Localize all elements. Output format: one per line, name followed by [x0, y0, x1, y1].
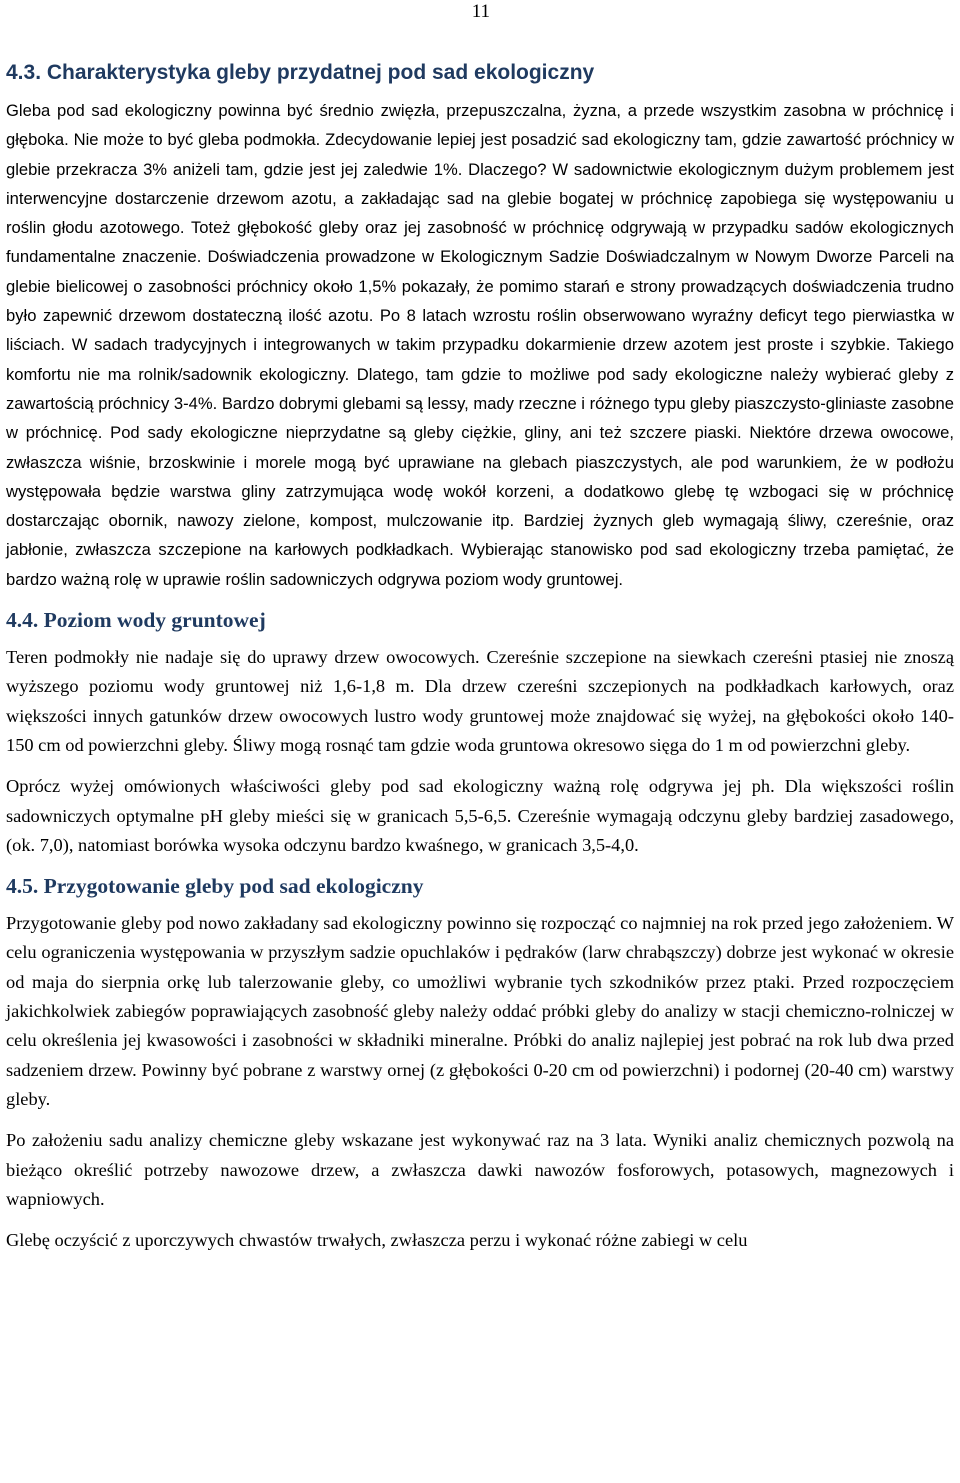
section-paragraph: Teren podmokły nie nadaje się do uprawy drzew owocowych. Czereśnie szczepione na siewkach czereśni ptasiej nie znoszą wyższego poziomu wody gruntowej niż 1,6-1,8 m. Dla drzew czereśni szczepionych na podkładkach karłowych, oraz większości innych gatunków drzew owocowych lustro wody gruntowej może znajdować się wyżej, na głębokości około 140-150 cm od powierzchni gleby. Śliwy mogą rosnąć tam gdzie woda gruntowa okresowo sięga do 1 m od powierzchni gleby. [6, 647, 954, 755]
section-paragraph: Gleba pod sad ekologiczny powinna być średnio zwięzła, przepuszczalna, żyzna, a przede wszystkim zasobna w próchnicę i głęboka. Nie może to być gleba podmokła. Zdecydowanie lepiej jest posadzić sad ekologiczny tam, gdzie zawartość próchnicy w glebie przekracza 3% aniżeli tam, gdzie jest jej zaledwie 1%. Dlaczego? W sadownictwie ekologicznym dużym problemem jest interwencyjne dostarczenie drzewom azotu, a zakładając sad na glebie bogatej w próchnicę zapobiega się występowaniu u roślin głodu azotowego. Toteż głębokość gleby oraz jej zasobność w próchnicę odgrywają w przypadku sadów ekologicznych fundamentalne znaczenie. Doświadczenia prowadzone w Ekologicznym Sadzie Doświadczalnym w Nowym Dworze Parceli na glebie bielicowej o zasobności próchnicy około 1,5% pokazały, że pomimo starań e strony prowadzących doświadczenia trudno było zapewnić drzewom dostateczną ilość azotu. Po 8 latach wzrostu roślin obserwowano wyraźny deficyt tego pierwiastka w liściach. W sadach tradycyjnych i integrowanych w takim przypadku dokarmienie drzew azotem jest proste i szybkie. Takiego komfortu nie ma rolnik/sadownik ekologiczny. Dlatego, tam gdzie to możliwe pod sady ekologiczne należy wybierać gleby z zawartością próchnicy 3-4%. Bardzo dobrymi glebami są lessy, mady rzeczne i różnego typu gleby piaszczysto-gliniaste zasobne w próchnicę. Pod sady ekologiczne nieprzydatne są gleby ciężkie, gliny, ani też szczere piaski. Niektóre drzewa owocowe, zwłaszcza wiśnie, brzoskwinie i morele mogą być uprawiane na glebach piaszczystych, ale pod warunkiem, że w podłożu występowała będzie warstwa gliny zatrzymująca wodę wokół korzeni, a dodatkowo glebę tę wzbogaci się w próchnicę dostarczając obornik, nawozy zielone, kompost, mulczowanie itp. Bardziej żyznych gleb wymagają śliwy, czereśnie, oraz jabłonie, zwłaszcza szczepione na karłowych podkładkach. Wybierając stanowisko pod sad ekologiczny trzeba pamiętać, że bardzo ważną rolę w uprawie roślin sadowniczych odgrywa poziom wody gruntowej. [6, 101, 954, 589]
section-heading: 4.5. Przygotowanie gleby pod sad ekologiczny [6, 874, 424, 899]
section-paragraph: Po założeniu sadu analizy chemiczne gleby wskazane jest wykonywać raz na 3 lata. Wyniki analiz chemicznych pozwolą na bieżąco określić potrzeby nawozowe drzew, a zwłaszcza dawki nawozów fosforowych, potasowych, magnezowych i wapniowych. [6, 1130, 954, 1209]
section-paragraph: Oprócz wyżej omówionych właściwości gleby pod sad ekologiczny ważną rolę odgrywa jej ph. Dla większości roślin sadowniczych optymalne pH gleby mieści się w granicach 5,5-6,5. Czereśnie wymagają odczynu gleby bardziej zasadowego, (ok. 7,0), natomiast borówka wysoka odczynu bardzo kwaśnego, w granicach 3,5-4,0. [6, 776, 954, 855]
section-4-4 [6, 606, 954, 860]
section-paragraph: Przygotowanie gleby pod nowo zakładany sad ekologiczny powinno się rozpocząć co najmniej na rok przed jego założeniem. W celu ograniczenia występowania w przyszłym sadzie opuchlaków i pędraków (larw chrabąszczy) dobrze jest wykonać w okresie od maja do sierpnia orkę lub talerzowanie gleby, co umożliwi wybranie tych szkodników przez ptaki. Przed rozpoczęciem jakichkolwiek zabiegów poprawiających zasobność gleby należy oddać próbki gleby do analizy w stacji chemiczno-rolniczej w celu określenia jej kwasowości i zasobności w składniki mineralne. Próbki do analiz najlepiej jest pobrać na rok lub dwa przed sadzeniem drzew. Powinny być pobrane z warstwy ornej (z głębokości 0-20 cm od powierzchni) i podornej (20-40 cm) warstwy gleby. [6, 913, 954, 1109]
page-content [6, 59, 954, 1255]
section-paragraph: Glebę oczyścić z uporczywych chwastów trwałych, zwłaszcza perzu i wykonać różne zabiegi w celu [6, 1230, 748, 1251]
section-heading: 4.4. Poziom wody gruntowej [6, 608, 266, 633]
section-4-3 [6, 59, 954, 594]
section-4-5 [6, 872, 954, 1255]
section-heading: 4.3. Charakterystyka gleby przydatnej pod sad ekologiczny [6, 61, 595, 84]
page-number: 11 [471, 1, 490, 22]
